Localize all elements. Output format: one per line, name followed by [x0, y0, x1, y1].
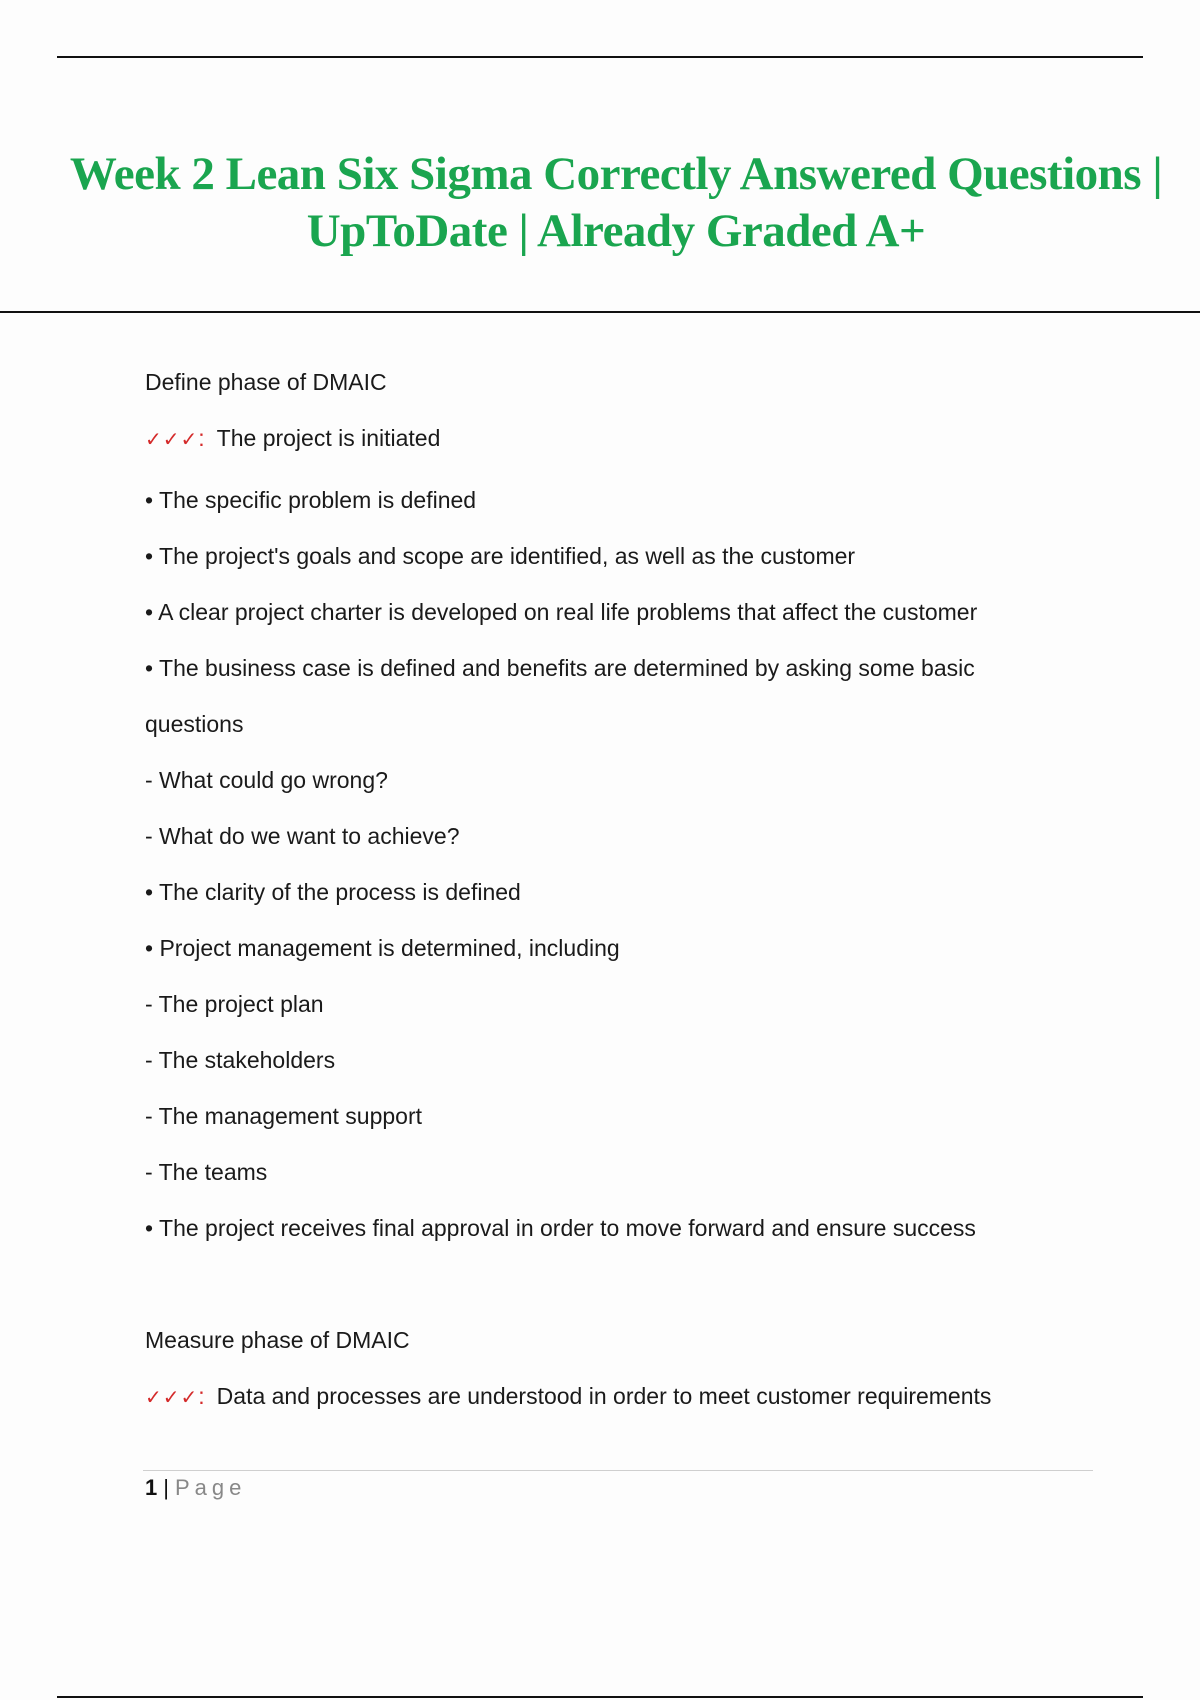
- list-item: questions: [145, 711, 244, 737]
- answer-text: Data and processes are understood in order to meet customer requirements: [216, 1383, 992, 1409]
- list-item: • A clear project charter is developed on real life problems that affect the customer: [145, 599, 978, 625]
- list-item: • The project receives final approval in order to move forward and ensure success: [145, 1215, 976, 1241]
- spacer: [145, 1268, 1095, 1324]
- page-label: Page: [174, 1475, 247, 1500]
- document-title: Week 2 Lean Six Sigma Correctly Answered Questions | UpToDate | Already Graded A+: [69, 148, 1163, 257]
- list-item: • The clarity of the process is defined: [145, 879, 521, 905]
- list-item: • The specific problem is defined: [145, 487, 477, 513]
- footer-separator: |: [163, 1475, 169, 1500]
- checkmark-icon: ✓✓✓: [145, 1385, 199, 1409]
- list-item: - The management support: [145, 1103, 423, 1129]
- page-number: 1: [145, 1475, 158, 1500]
- list-item: - What could go wrong?: [145, 767, 388, 793]
- page-footer: [145, 1474, 246, 1502]
- title-divider: [0, 311, 1200, 313]
- footer-rule: [143, 1470, 1093, 1471]
- answer-measure: ✓✓✓: Data and processes are understood in order to meet customer requirements: [145, 1383, 992, 1409]
- answer-text: The project is initiated: [216, 425, 441, 451]
- list-item: - What do we want to achieve?: [145, 823, 460, 849]
- question-measure: Measure phase of DMAIC: [145, 1327, 410, 1353]
- answer-define: ✓✓✓: The project is initiated: [145, 425, 441, 451]
- list-item: - The teams: [145, 1159, 268, 1185]
- top-rule: [57, 56, 1143, 58]
- checkmark-icon: ✓✓✓: [145, 427, 199, 451]
- list-item: • The business case is defined and benefits are determined by asking some basic: [145, 655, 975, 681]
- question-define: Define phase of DMAIC: [145, 369, 387, 395]
- list-item: • Project management is determined, including: [145, 935, 620, 961]
- list-item: • The project's goals and scope are identified, as well as the customer: [145, 543, 856, 569]
- bottom-rule: [57, 1696, 1143, 1698]
- document-body: [145, 366, 1095, 1442]
- list-item: - The project plan: [145, 991, 324, 1017]
- list-item: - The stakeholders: [145, 1047, 336, 1073]
